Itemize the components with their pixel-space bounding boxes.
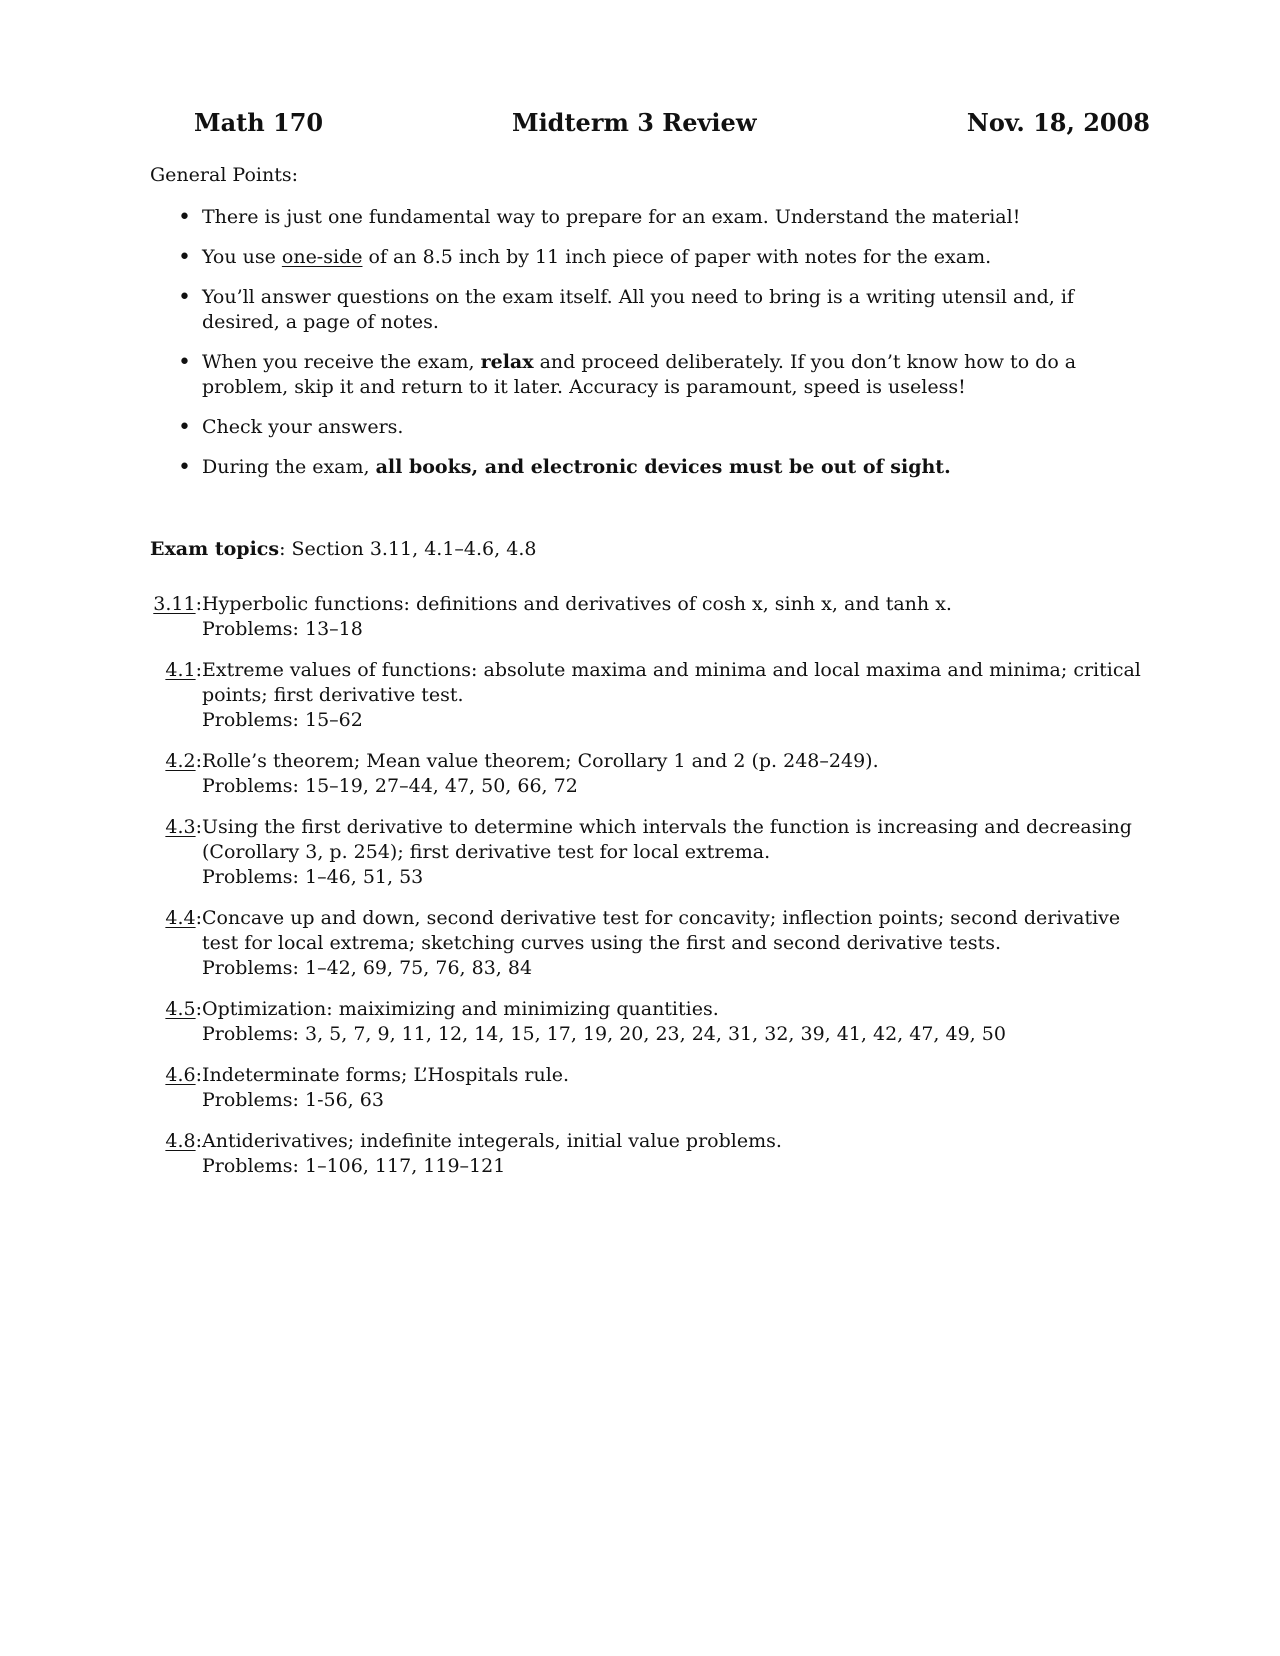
section-problems: Problems: 1–46, 51, 53 [202,866,424,888]
section-entry: 3.11: Hyperbolic functions: definitions and derivatives of cosh x, sinh x, and tanh x. Problems: 13–18 [150,592,1150,642]
section-description: Using the first derivative to determine which intervals the function is increasing and decreasing (Corollary 3, p. 254); first derivative test for local extrema. [202,816,1132,863]
section-number: 4.1 [165,659,196,681]
section-problems: Problems: 3, 5, 7, 9, 11, 12, 14, 15, 17, 19, 20, 23, 24, 31, 32, 39, 41, 42, 47, 49, 50 [202,1023,1006,1045]
general-points-label: General Points: [150,164,298,186]
section-entry: 4.1: Extreme values of functions: absolute maxima and minima and local maxima and minima; critical points; first derivative test. Problems: 15–62 [150,658,1150,733]
course-name: Math 170 [194,108,324,137]
section-problems: Problems: 1-56, 63 [202,1089,384,1111]
section-entry: 4.5: Optimization: maiximizing and minimizing quantities. Problems: 3, 5, 7, 9, 11, 12, 14, 15, 17, 19, 20, 23, 24, 31, 32, 39, 41, 42, 47, 49, 50 [150,997,1150,1047]
section-entry: 4.4: Concave up and down, second derivative test for concavity; inflection points; second derivative test for local extrema; sketching curves using the first and second derivative tests. Problems: 1–42, 69, 75, 76, 83, 84 [150,906,1150,981]
exam-topics [150,537,536,562]
section-description: Indeterminate forms; L’Hospitals rule. [202,1064,570,1086]
section-description: Concave up and down, second derivative test for concavity; inflection points; second derivative test for local extrema; sketching curves using the first and second derivative tests. [202,907,1121,954]
bold-text: all books, and electronic devices must be out of sight. [375,456,951,478]
section-problems: Problems: 1–106, 117, 119–121 [202,1155,506,1177]
section-number: 4.6 [165,1064,196,1086]
section-number: 4.5 [165,998,196,1020]
list-item: • Check your answers. [150,415,1150,440]
section-problems: Problems: 1–42, 69, 75, 76, 83, 84 [202,957,533,979]
list-item: • There is just one fundamental way to prepare for an exam. Understand the material! [150,205,1150,230]
document-date: Nov. 18, 2008 [966,108,1150,137]
section-problems: Problems: 15–62 [202,709,363,731]
section-number: 4.3 [165,816,196,838]
list-item: • You’ll answer questions on the exam itself. All you need to bring is a writing utensil and, if desired, a page of notes. [150,285,1150,335]
general-points-list [150,205,1150,495]
section-entry: 4.2: Rolle’s theorem; Mean value theorem; Corollary 1 and 2 (p. 248–249). Problems: 15–19, 27–44, 47, 50, 66, 72 [150,749,1150,799]
section-description: Extreme values of functions: absolute maxima and minima and local maxima and minima; critical points; first derivative test. [202,659,1141,706]
section-description: Optimization: maiximizing and minimizing quantities. [202,998,719,1020]
bold-text: relax [480,351,534,373]
section-entry: 4.6: Indeterminate forms; L’Hospitals rule. Problems: 1-56, 63 [150,1063,1150,1113]
exam-topics-value: : Section 3.11, 4.1–4.6, 4.8 [279,538,537,560]
section-description: Antiderivatives; indefinite integerals, initial value problems. [202,1130,782,1152]
section-number: 3.11 [153,593,196,615]
section-entry: 4.8: Antiderivatives; indefinite integerals, initial value problems. Problems: 1–106, 117, 119–121 [150,1129,1150,1179]
section-number: 4.2 [165,750,196,772]
list-item: • When you receive the exam, relax and proceed deliberately. If you don’t know how to do a problem, skip it and return to it later. Accuracy is paramount, speed is useless! [150,350,1150,400]
section-problems: Problems: 13–18 [202,618,363,640]
document-title: Midterm 3 Review [512,108,757,137]
section-problems: Problems: 15–19, 27–44, 47, 50, 66, 72 [202,775,578,797]
section-list [150,592,1150,1195]
section-entry: 4.3: Using the first derivative to determine which intervals the function is increasing and decreasing (Corollary 3, p. 254); first derivative test for local extrema. Problems: 1–46, 51, 53 [150,815,1150,890]
section-description: Hyperbolic functions: definitions and derivatives of cosh x, sinh x, and tanh x. [202,593,952,615]
exam-topics-label: Exam topics [150,538,280,560]
list-item: • During the exam, all books, and electronic devices must be out of sight. [150,455,1150,480]
section-number: 4.4 [165,907,196,929]
list-item: • You use one-side of an 8.5 inch by 11 inch piece of paper with notes for the exam. [150,245,1150,270]
section-description: Rolle’s theorem; Mean value theorem; Corollary 1 and 2 (p. 248–249). [202,750,879,772]
underlined-text: one-side [281,246,363,268]
section-number: 4.8 [165,1130,196,1152]
page-header [150,110,1150,142]
